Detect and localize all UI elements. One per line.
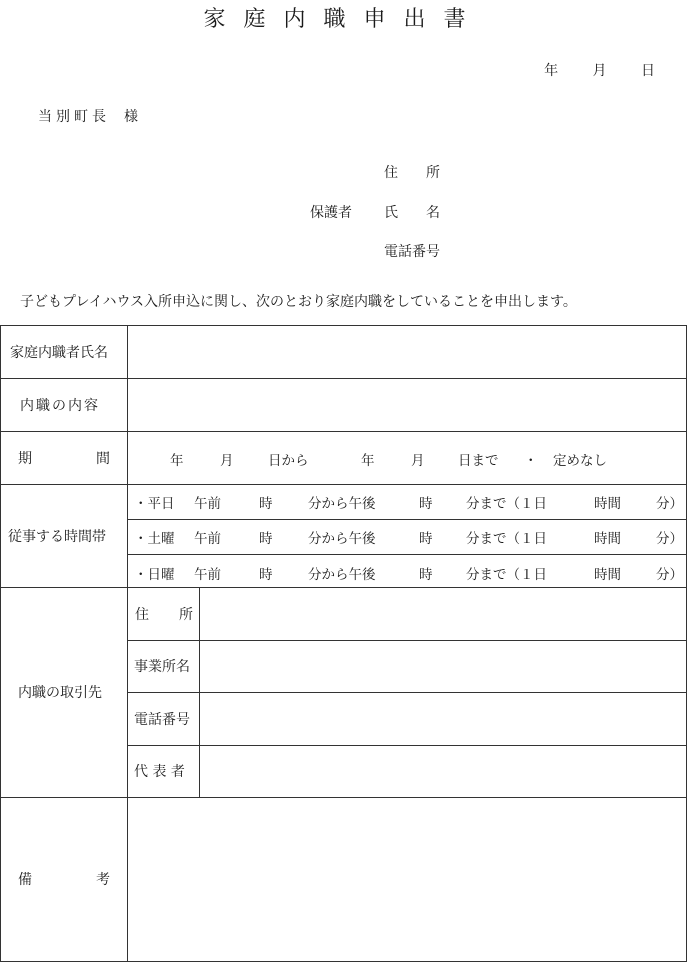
worker-name-field[interactable] [128, 326, 686, 378]
period-month-2: 月 [411, 453, 425, 469]
period-field[interactable] [128, 449, 686, 467]
client-field-label-part: 事業所名 [134, 659, 190, 675]
client-label: 内職の取引先 [18, 685, 102, 701]
date-year-label: 年 [544, 63, 559, 79]
hours-hour-2: 時 [419, 496, 433, 512]
work-content-field[interactable] [128, 379, 686, 431]
hours-minutes: 分） [656, 496, 683, 512]
client-field-label-part: 住 [135, 606, 149, 623]
date-line [514, 60, 655, 80]
hours-per-day: 時間 [594, 496, 621, 512]
hours-am: 午前 [194, 496, 221, 512]
remarks-label [18, 797, 110, 961]
remarks-label-char-2: 考 [96, 872, 110, 888]
hours-minutes: 分） [656, 531, 683, 547]
addressee-line [38, 106, 142, 126]
hours-min-from-pm: 分から午後 [308, 567, 376, 583]
addressee-name: 当別町長 [38, 109, 110, 125]
document-title: 家庭内職申出書 [203, 7, 484, 32]
hours-hour-2: 時 [419, 567, 433, 583]
hours-am: 午前 [194, 531, 221, 547]
guardian-name-label: 氏 名 [384, 205, 440, 221]
hours-hour-2: 時 [419, 531, 433, 547]
hours-per-day: 時間 [594, 531, 621, 547]
period-month-1: 月 [220, 453, 234, 469]
date-month-label: 月 [592, 63, 607, 79]
guardian-address-label: 住 所 [384, 165, 440, 181]
table-border-left [0, 325, 1, 962]
sub-row-divider [127, 554, 687, 555]
sub-row-divider [127, 519, 687, 520]
intro-statement: 子どもプレイハウス入所申込に関し、次のとおり家庭内職をしていることを申出します。 [20, 294, 577, 310]
hours-minutes: 分） [656, 567, 683, 583]
period-year-2: 年 [361, 453, 375, 469]
hours-day: ・日曜 [134, 567, 175, 583]
period-no-limit: 定めなし [553, 453, 607, 469]
client-phone-label [134, 692, 196, 745]
client-address-label [135, 587, 193, 640]
client-field-label-part: 所 [179, 606, 193, 623]
period-bullet: ・ [524, 453, 538, 469]
period-label-char-2: 間 [96, 450, 110, 467]
remarks-field[interactable] [128, 798, 686, 961]
hours-min-from-pm: 分から午後 [308, 531, 376, 547]
hours-min-from-pm: 分から午後 [308, 496, 376, 512]
hours-hour-1: 時 [259, 496, 273, 512]
application-form-table [0, 325, 687, 962]
hours-hour-1: 時 [259, 567, 273, 583]
client-address-field[interactable] [200, 588, 686, 640]
hours-per-day: 時間 [594, 567, 621, 583]
hours-day: ・土曜 [134, 531, 175, 547]
period-until: 日まで [458, 453, 499, 469]
client-business-field[interactable] [200, 641, 686, 692]
period-from: 日から [268, 453, 309, 469]
period-year-1: 年 [170, 453, 184, 469]
hours-row-saturday[interactable] [128, 527, 686, 545]
hours-am: 午前 [194, 567, 221, 583]
client-representative-label [134, 745, 196, 797]
period-label-char-1: 期 [18, 450, 32, 467]
hours-day: ・平日 [134, 496, 175, 512]
guardian-label: 保護者 [310, 205, 352, 221]
hours-row-weekday[interactable] [128, 492, 686, 510]
client-phone-field[interactable] [200, 693, 686, 745]
hours-hour-1: 時 [259, 531, 273, 547]
hours-row-sunday[interactable] [128, 563, 686, 581]
remarks-label-char-1: 備 [18, 872, 32, 888]
worker-name-label: 家庭内職者氏名 [10, 344, 108, 361]
client-representative-field[interactable] [200, 746, 686, 797]
client-field-label-part: 代 表 者 [134, 764, 185, 780]
period-label [18, 431, 110, 484]
hours-min-until: 分まで（１日 [466, 496, 547, 512]
hours-min-until: 分まで（１日 [466, 531, 547, 547]
client-business-label [134, 640, 196, 692]
working-hours-label: 従事する時間帯 [8, 528, 106, 545]
addressee-honorific: 様 [124, 109, 142, 125]
guardian-phone-label: 電話番号 [384, 244, 440, 260]
hours-min-until: 分まで（１日 [466, 567, 547, 583]
work-content-label: 内職の内容 [20, 397, 100, 414]
date-day-label: 日 [641, 63, 655, 79]
client-field-label-part: 電話番号 [134, 711, 190, 728]
